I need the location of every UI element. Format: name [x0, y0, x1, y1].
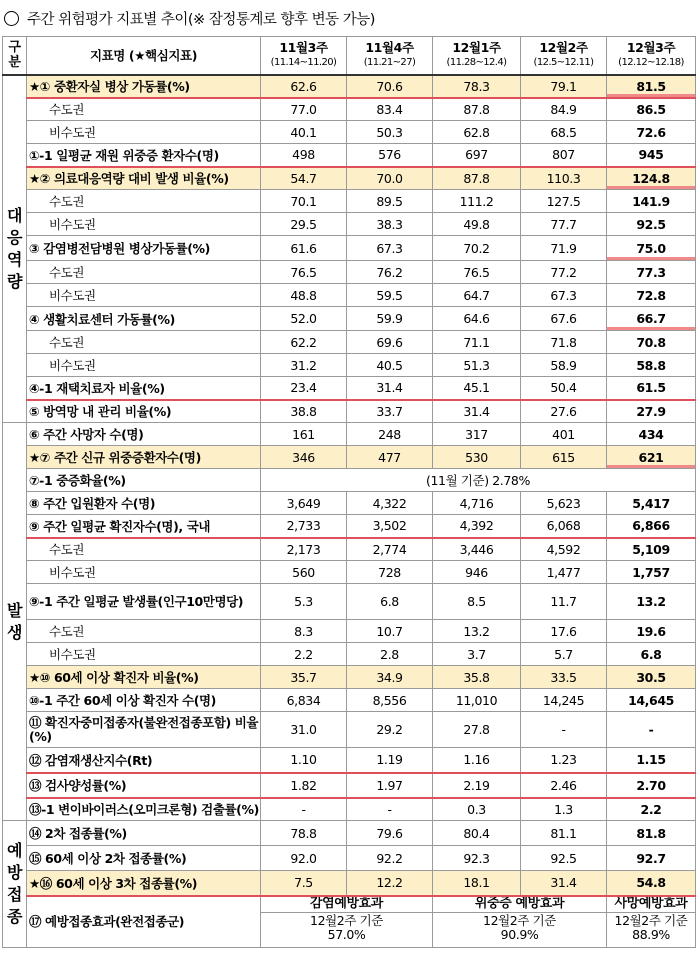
latest-value-cell: 72.8 — [607, 284, 696, 307]
value-cell: 50.4 — [521, 377, 607, 400]
table-row — [3, 538, 696, 561]
value-cell: 17.6 — [521, 620, 607, 643]
value-cell: 530 — [433, 446, 521, 469]
indicator-label: ★⑯ 60세 이상 3차 접종률(%) — [27, 871, 261, 896]
value-cell: 5.3 — [261, 584, 347, 620]
table-row — [3, 213, 696, 236]
latest-value-cell: 92.5 — [607, 213, 696, 236]
value-cell: - — [261, 798, 347, 821]
latest-value-cell: 72.6 — [607, 121, 696, 144]
value-cell: 5.7 — [521, 643, 607, 666]
value-cell: 78.3 — [433, 75, 521, 98]
vaccine-effect-basis: 12월2주 기준 — [310, 912, 383, 928]
value-cell: 615 — [521, 446, 607, 469]
indicator-label: 비수도권 — [27, 213, 261, 236]
table-row — [3, 748, 696, 773]
value-cell: 946 — [433, 561, 521, 584]
value-cell: 67.6 — [521, 307, 607, 331]
table-row — [3, 798, 696, 821]
value-cell: 2.8 — [347, 643, 433, 666]
value-cell: 111.2 — [433, 190, 521, 213]
value-cell: 92.5 — [521, 846, 607, 871]
indicator-label: ⑭ 2차 접종률(%) — [27, 821, 261, 846]
indicator-label: ★② 의료대응역량 대비 발생 비율(%) — [27, 167, 261, 190]
table-row — [3, 121, 696, 144]
table-row — [3, 167, 696, 190]
value-cell: 35.8 — [433, 666, 521, 689]
value-cell: 4,592 — [521, 538, 607, 561]
value-cell: 77.7 — [521, 213, 607, 236]
indicator-label: ④ 생활치료센터 가동률(%) — [27, 307, 261, 331]
indicator-label: ⑪ 확진자중미접종자(불완전접종포함) 비율(%) — [27, 712, 261, 748]
value-cell: 70.6 — [347, 75, 433, 98]
latest-value-cell: 30.5 — [607, 666, 696, 689]
vaccine-effect-value: 88.9% — [632, 926, 670, 942]
value-cell: 31.4 — [433, 400, 521, 423]
indicator-label: 수도권 — [27, 190, 261, 213]
value-cell: 18.1 — [433, 871, 521, 896]
value-cell: 477 — [347, 446, 433, 469]
latest-value-cell: 13.2 — [607, 584, 696, 620]
table-header-row — [3, 37, 696, 75]
latest-value-cell: 81.5 — [607, 75, 696, 98]
value-cell: 92.0 — [261, 846, 347, 871]
value-cell: 87.8 — [433, 98, 521, 121]
value-cell: 1.16 — [433, 748, 521, 773]
value-cell: 8.5 — [433, 584, 521, 620]
latest-value-cell: 124.8 — [607, 167, 696, 190]
value-cell: 33.5 — [521, 666, 607, 689]
table-row — [3, 492, 696, 515]
value-cell: 6,834 — [261, 689, 347, 712]
indicator-label: ③ 감염병전담병원 병상가동률(%) — [27, 236, 261, 261]
table-row — [3, 144, 696, 167]
table-row — [3, 821, 696, 846]
value-cell: 64.6 — [433, 307, 521, 331]
vaccine-effect-row — [3, 896, 696, 948]
value-cell: 7.5 — [261, 871, 347, 896]
value-cell: 67.3 — [347, 236, 433, 261]
value-cell: 4,716 — [433, 492, 521, 515]
latest-value-cell: 1,757 — [607, 561, 696, 584]
value-cell: 70.0 — [347, 167, 433, 190]
value-cell: 6.8 — [347, 584, 433, 620]
value-cell: 31.2 — [261, 354, 347, 377]
value-cell: 70.2 — [433, 236, 521, 261]
value-cell: 40.1 — [261, 121, 347, 144]
latest-value-cell: 6.8 — [607, 643, 696, 666]
value-cell: 127.5 — [521, 190, 607, 213]
value-cell: 560 — [261, 561, 347, 584]
latest-value-cell: 54.8 — [607, 871, 696, 896]
value-cell: 8.3 — [261, 620, 347, 643]
value-cell: 1,477 — [521, 561, 607, 584]
vaccine-effect-heading: 위중증 예방효과 — [433, 897, 606, 913]
value-cell: 45.1 — [433, 377, 521, 400]
value-cell: 3,649 — [261, 492, 347, 515]
table-row — [3, 423, 696, 446]
table-row — [3, 584, 696, 620]
value-cell: 71.1 — [433, 331, 521, 354]
vaccine-effect-heading: 감염예방효과 — [261, 897, 432, 913]
latest-value-cell: 19.6 — [607, 620, 696, 643]
header-period: 12월3주 (12.12~12.18) — [607, 37, 696, 75]
value-cell: 29.2 — [347, 712, 433, 748]
indicator-label: 비수도권 — [27, 354, 261, 377]
indicator-label: ⑥ 주간 사망자 수(명) — [27, 423, 261, 446]
latest-value-cell: 66.7 — [607, 307, 696, 331]
latest-value-cell: 14,645 — [607, 689, 696, 712]
merged-value-cell: (11월 기준) 2.78% — [261, 469, 696, 492]
header-indicator: 지표명 (★핵심지표) — [27, 37, 261, 75]
value-cell: 77.0 — [261, 98, 347, 121]
value-cell: 11.7 — [521, 584, 607, 620]
value-cell: 728 — [347, 561, 433, 584]
indicator-label: 비수도권 — [27, 643, 261, 666]
value-cell: 1.19 — [347, 748, 433, 773]
value-cell: 3,446 — [433, 538, 521, 561]
table-row — [3, 871, 696, 896]
table-row — [3, 846, 696, 871]
value-cell: 14,245 — [521, 689, 607, 712]
table-row — [3, 712, 696, 748]
indicator-label: 수도권 — [27, 538, 261, 561]
table-row — [3, 98, 696, 121]
indicator-label: ⑨ 주간 일평균 확진자수(명), 국내 — [27, 515, 261, 538]
header-category: 구분 — [3, 37, 27, 75]
value-cell: 35.7 — [261, 666, 347, 689]
value-cell: 51.3 — [433, 354, 521, 377]
header-period: 11월3주 (11.14~11.20) — [261, 37, 347, 75]
indicator-label: ★① 중환자실 병상 가동률(%) — [27, 75, 261, 98]
value-cell: 23.4 — [261, 377, 347, 400]
value-cell: 64.7 — [433, 284, 521, 307]
value-cell: 1.82 — [261, 773, 347, 798]
circle-bullet-icon — [4, 11, 19, 26]
indicator-label: ⑦-1 중증화율(%) — [27, 469, 261, 492]
value-cell: 27.8 — [433, 712, 521, 748]
value-cell: 697 — [433, 144, 521, 167]
value-cell: - — [521, 712, 607, 748]
latest-value-cell: - — [607, 712, 696, 748]
indicator-label: ⑰ 예방접종효과(완전접종군) — [27, 896, 261, 948]
value-cell: 59.9 — [347, 307, 433, 331]
value-cell: 68.5 — [521, 121, 607, 144]
latest-value-cell: 945 — [607, 144, 696, 167]
value-cell: 1.23 — [521, 748, 607, 773]
header-period: 12월1주 (11.28~12.4) — [433, 37, 521, 75]
table-row — [3, 284, 696, 307]
section-label: 대 응 역 량 — [3, 75, 27, 423]
table-row — [3, 666, 696, 689]
indicator-label: ⑤ 방역망 내 관리 비율(%) — [27, 400, 261, 423]
value-cell: 12.2 — [347, 871, 433, 896]
latest-value-cell: 141.9 — [607, 190, 696, 213]
section-label: 발 생 — [3, 423, 27, 821]
value-cell: 34.9 — [347, 666, 433, 689]
latest-value-cell: 2.2 — [607, 798, 696, 821]
value-cell: 61.6 — [261, 236, 347, 261]
latest-value-cell: 621 — [607, 446, 696, 469]
latest-value-cell: 61.5 — [607, 377, 696, 400]
value-cell: 2.19 — [433, 773, 521, 798]
value-cell: 3,502 — [347, 515, 433, 538]
indicator-label: 비수도권 — [27, 284, 261, 307]
value-cell: 54.7 — [261, 167, 347, 190]
value-cell: 31.4 — [347, 377, 433, 400]
table-row — [3, 620, 696, 643]
value-cell: 5,623 — [521, 492, 607, 515]
value-cell: 10.7 — [347, 620, 433, 643]
value-cell: 4,392 — [433, 515, 521, 538]
table-row — [3, 190, 696, 213]
indicator-label: ⑧ 주간 입원환자 수(명) — [27, 492, 261, 515]
value-cell: 81.1 — [521, 821, 607, 846]
value-cell: - — [347, 798, 433, 821]
table-row — [3, 75, 696, 98]
value-cell: 40.5 — [347, 354, 433, 377]
value-cell: 89.5 — [347, 190, 433, 213]
value-cell: 67.3 — [521, 284, 607, 307]
indicator-label: ⑬ 검사양성률(%) — [27, 773, 261, 798]
value-cell: 6,068 — [521, 515, 607, 538]
indicator-label: 비수도권 — [27, 561, 261, 584]
latest-value-cell: 434 — [607, 423, 696, 446]
table-row — [3, 307, 696, 331]
value-cell: 87.8 — [433, 167, 521, 190]
section-label: 예 방 접 종 — [3, 821, 27, 948]
value-cell: 8,556 — [347, 689, 433, 712]
value-cell: 76.5 — [261, 261, 347, 284]
latest-value-cell: 27.9 — [607, 400, 696, 423]
value-cell: 807 — [521, 144, 607, 167]
indicator-label: ④-1 재택치료자 비율(%) — [27, 377, 261, 400]
value-cell: 161 — [261, 423, 347, 446]
latest-value-cell: 86.5 — [607, 98, 696, 121]
value-cell: 71.8 — [521, 331, 607, 354]
indicator-label: ⑩-1 주간 60세 이상 확진자 수(명) — [27, 689, 261, 712]
indicator-label: 수도권 — [27, 331, 261, 354]
table-row — [3, 643, 696, 666]
value-cell: 13.2 — [433, 620, 521, 643]
value-cell: 83.4 — [347, 98, 433, 121]
value-cell: 2,774 — [347, 538, 433, 561]
table-row — [3, 236, 696, 261]
value-cell: 248 — [347, 423, 433, 446]
indicator-label: ⑫ 감염재생산지수(Rt) — [27, 748, 261, 773]
table-row — [3, 689, 696, 712]
value-cell: 0.3 — [433, 798, 521, 821]
table-row — [3, 331, 696, 354]
value-cell: 31.4 — [521, 871, 607, 896]
value-cell: 2,733 — [261, 515, 347, 538]
table-row — [3, 446, 696, 469]
value-cell: 52.0 — [261, 307, 347, 331]
latest-value-cell: 6,866 — [607, 515, 696, 538]
latest-value-cell: 75.0 — [607, 236, 696, 261]
value-cell: 84.9 — [521, 98, 607, 121]
value-cell: 110.3 — [521, 167, 607, 190]
indicator-label: ⑬-1 변이바이러스(오미크론형) 검출률(%) — [27, 798, 261, 821]
latest-value-cell: 70.8 — [607, 331, 696, 354]
value-cell: 69.6 — [347, 331, 433, 354]
table-row — [3, 377, 696, 400]
value-cell: 346 — [261, 446, 347, 469]
vaccine-effect-cell — [607, 896, 696, 948]
vaccine-effect-cell — [261, 896, 433, 948]
indicator-label: 비수도권 — [27, 121, 261, 144]
value-cell: 76.2 — [347, 261, 433, 284]
value-cell: 576 — [347, 144, 433, 167]
table-row — [3, 400, 696, 423]
value-cell: 59.5 — [347, 284, 433, 307]
vaccine-effect-basis: 12월2주 기준 — [614, 912, 688, 928]
title-text: 주간 위험평가 지표별 추이(※ 잠정통계로 향후 변동 가능) — [27, 11, 375, 28]
indicator-label: ★⑦ 주간 신규 위중증환자수(명) — [27, 446, 261, 469]
value-cell: 31.0 — [261, 712, 347, 748]
value-cell: 33.7 — [347, 400, 433, 423]
indicator-label: ⑨-1 주간 일평균 발생률(인구10만명당) — [27, 584, 261, 620]
header-period: 11월4주 (11.21~27) — [347, 37, 433, 75]
value-cell: 62.2 — [261, 331, 347, 354]
latest-value-cell: 58.8 — [607, 354, 696, 377]
value-cell: 1.3 — [521, 798, 607, 821]
latest-value-cell: 92.7 — [607, 846, 696, 871]
indicator-label: ⑮ 60세 이상 2차 접종률(%) — [27, 846, 261, 871]
value-cell: 50.3 — [347, 121, 433, 144]
value-cell: 3.7 — [433, 643, 521, 666]
value-cell: 92.2 — [347, 846, 433, 871]
value-cell: 38.8 — [261, 400, 347, 423]
value-cell: 80.4 — [433, 821, 521, 846]
indicator-label: ★⑩ 60세 이상 확진자 비율(%) — [27, 666, 261, 689]
value-cell: 70.1 — [261, 190, 347, 213]
indicator-label: 수도권 — [27, 261, 261, 284]
value-cell: 498 — [261, 144, 347, 167]
value-cell: 76.5 — [433, 261, 521, 284]
value-cell: 317 — [433, 423, 521, 446]
table-row — [3, 469, 696, 492]
page-title — [4, 6, 375, 30]
value-cell: 4,322 — [347, 492, 433, 515]
table-row — [3, 261, 696, 284]
table-row — [3, 354, 696, 377]
value-cell: 62.8 — [433, 121, 521, 144]
latest-value-cell: 5,109 — [607, 538, 696, 561]
value-cell: 2.2 — [261, 643, 347, 666]
value-cell: 58.9 — [521, 354, 607, 377]
value-cell: 1.97 — [347, 773, 433, 798]
indicator-label: ①-1 일평균 재원 위중증 환자수(명) — [27, 144, 261, 167]
header-period: 12월2주 (12.5~12.11) — [521, 37, 607, 75]
latest-value-cell: 1.15 — [607, 748, 696, 773]
value-cell: 11,010 — [433, 689, 521, 712]
latest-value-cell: 5,417 — [607, 492, 696, 515]
value-cell: 1.10 — [261, 748, 347, 773]
value-cell: 2,173 — [261, 538, 347, 561]
vaccine-effect-basis: 12월2주 기준 — [483, 912, 556, 928]
value-cell: 29.5 — [261, 213, 347, 236]
table-row — [3, 561, 696, 584]
value-cell: 92.3 — [433, 846, 521, 871]
latest-value-cell: 2.70 — [607, 773, 696, 798]
indicator-label: 수도권 — [27, 620, 261, 643]
vaccine-effect-heading: 사망예방효과 — [607, 897, 695, 913]
risk-indicator-table — [2, 36, 696, 948]
value-cell: 2.46 — [521, 773, 607, 798]
value-cell: 38.3 — [347, 213, 433, 236]
value-cell: 48.8 — [261, 284, 347, 307]
value-cell: 77.2 — [521, 261, 607, 284]
latest-value-cell: 77.3 — [607, 261, 696, 284]
table-row — [3, 773, 696, 798]
value-cell: 49.8 — [433, 213, 521, 236]
vaccine-effect-cell — [433, 896, 607, 948]
value-cell: 78.8 — [261, 821, 347, 846]
value-cell: 401 — [521, 423, 607, 446]
value-cell: 79.1 — [521, 75, 607, 98]
value-cell: 62.6 — [261, 75, 347, 98]
indicator-label: 수도권 — [27, 98, 261, 121]
latest-value-cell: 81.8 — [607, 821, 696, 846]
value-cell: 27.6 — [521, 400, 607, 423]
vaccine-effect-value: 57.0% — [327, 926, 366, 942]
vaccine-effect-value: 90.9% — [500, 926, 539, 942]
value-cell: 71.9 — [521, 236, 607, 261]
value-cell: 79.6 — [347, 821, 433, 846]
table-row — [3, 515, 696, 538]
